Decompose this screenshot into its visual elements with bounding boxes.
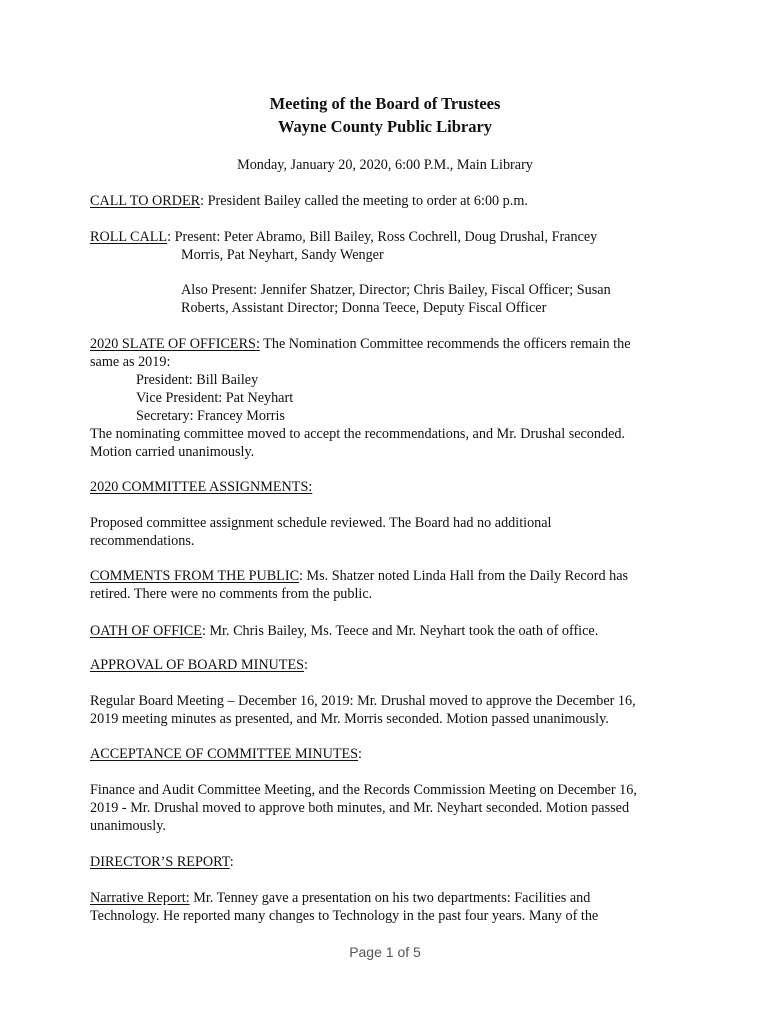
committee-assignments-line1: Proposed committee assignment schedule reviewed. The Board had no additional (90, 515, 552, 531)
board-minutes-section (90, 656, 308, 674)
committee-assignments-heading: 2020 COMMITTEE ASSIGNMENTS: (90, 479, 313, 495)
slate-section (90, 335, 631, 353)
board-minutes-line2: 2019 meeting minutes as presented, and Mr. Morris seconded. Motion passed unanimously. (90, 711, 609, 727)
document-subtitle: Wayne County Public Library (277, 117, 493, 136)
directors-report-section (90, 853, 234, 871)
oath-text: : Mr. Chris Bailey, Ms. Teece and Mr. Neyhart took the oath of office. (201, 623, 599, 639)
officer-vice-president: Vice President: Pat Neyhart (136, 390, 294, 406)
officer-president: President: Bill Bailey (136, 372, 259, 388)
oath-section (90, 622, 598, 640)
directors-report-colon: : (229, 854, 234, 870)
board-minutes-heading: APPROVAL OF BOARD MINUTES (90, 657, 305, 673)
committee-minutes-line1: Finance and Audit Committee Meeting, and the Records Commission Meeting on December 16, (90, 782, 637, 798)
narrative-report-line2: Technology. He reported many changes to Technology in the past four years. Many of the (90, 908, 599, 924)
also-present-line2: Roberts, Assistant Director; Donna Teece, Deputy Fiscal Officer (181, 300, 547, 316)
slate-motion-line2: Motion carried unanimously. (90, 444, 255, 460)
document-title: Meeting of the Board of Trustees (269, 94, 501, 113)
directors-report-heading: DIRECTOR’S REPORT (90, 854, 230, 870)
public-comments-line1: : Ms. Shatzer noted Linda Hall from the Daily Record has (299, 568, 629, 584)
committee-minutes-line3: unanimously. (90, 818, 166, 834)
committee-assignments-line2: recommendations. (90, 533, 195, 549)
call-to-order-section (90, 192, 528, 210)
narrative-report-line1: Mr. Tenney gave a presentation on his two departments: Facilities and (189, 890, 591, 906)
narrative-report-section (90, 889, 590, 907)
roll-call-line1: : Present: Peter Abramo, Bill Bailey, Ross Cochrell, Doug Drushal, Francey (167, 229, 598, 245)
page-number: Page 1 of 5 (349, 944, 421, 960)
committee-minutes-section (90, 745, 362, 763)
slate-line1: The Nomination Committee recommends the officers remain the (259, 336, 631, 352)
slate-motion-line1: The nominating committee moved to accept the recommendations, and Mr. Drushal seconded. (90, 426, 626, 442)
slate-line2: same as 2019: (90, 354, 171, 370)
slate-heading: 2020 SLATE OF OFFICERS: (90, 336, 260, 352)
committee-minutes-heading: ACCEPTANCE OF COMMITTEE MINUTES (90, 746, 359, 762)
roll-call-section (90, 228, 597, 246)
committee-minutes-line2: 2019 - Mr. Drushal moved to approve both minutes, and Mr. Neyhart seconded. Motion passed (90, 800, 630, 816)
roll-call-line2: Morris, Pat Neyhart, Sandy Wenger (181, 247, 384, 263)
also-present-line1: Also Present: Jennifer Shatzer, Director; Chris Bailey, Fiscal Officer; Susan (181, 282, 611, 298)
committee-minutes-colon: : (358, 746, 362, 762)
public-comments-line2: retired. There were no comments from the public. (90, 586, 373, 602)
call-to-order-text: : President Bailey called the meeting to order at 6:00 p.m. (200, 193, 528, 209)
meeting-date-line: Monday, January 20, 2020, 6:00 P.M., Main Library (237, 157, 533, 173)
oath-heading: OATH OF OFFICE (90, 623, 202, 639)
call-to-order-heading: CALL TO ORDER (90, 193, 201, 209)
board-minutes-line1: Regular Board Meeting – December 16, 2019: Mr. Drushal moved to approve the December 16, (90, 693, 636, 709)
officer-secretary: Secretary: Francey Morris (136, 408, 285, 424)
board-minutes-colon: : (304, 657, 308, 673)
public-comments-section (90, 567, 628, 585)
narrative-report-heading: Narrative Report: (90, 890, 190, 906)
roll-call-heading: ROLL CALL (90, 229, 168, 245)
public-comments-heading: COMMENTS FROM THE PUBLIC (90, 568, 300, 584)
